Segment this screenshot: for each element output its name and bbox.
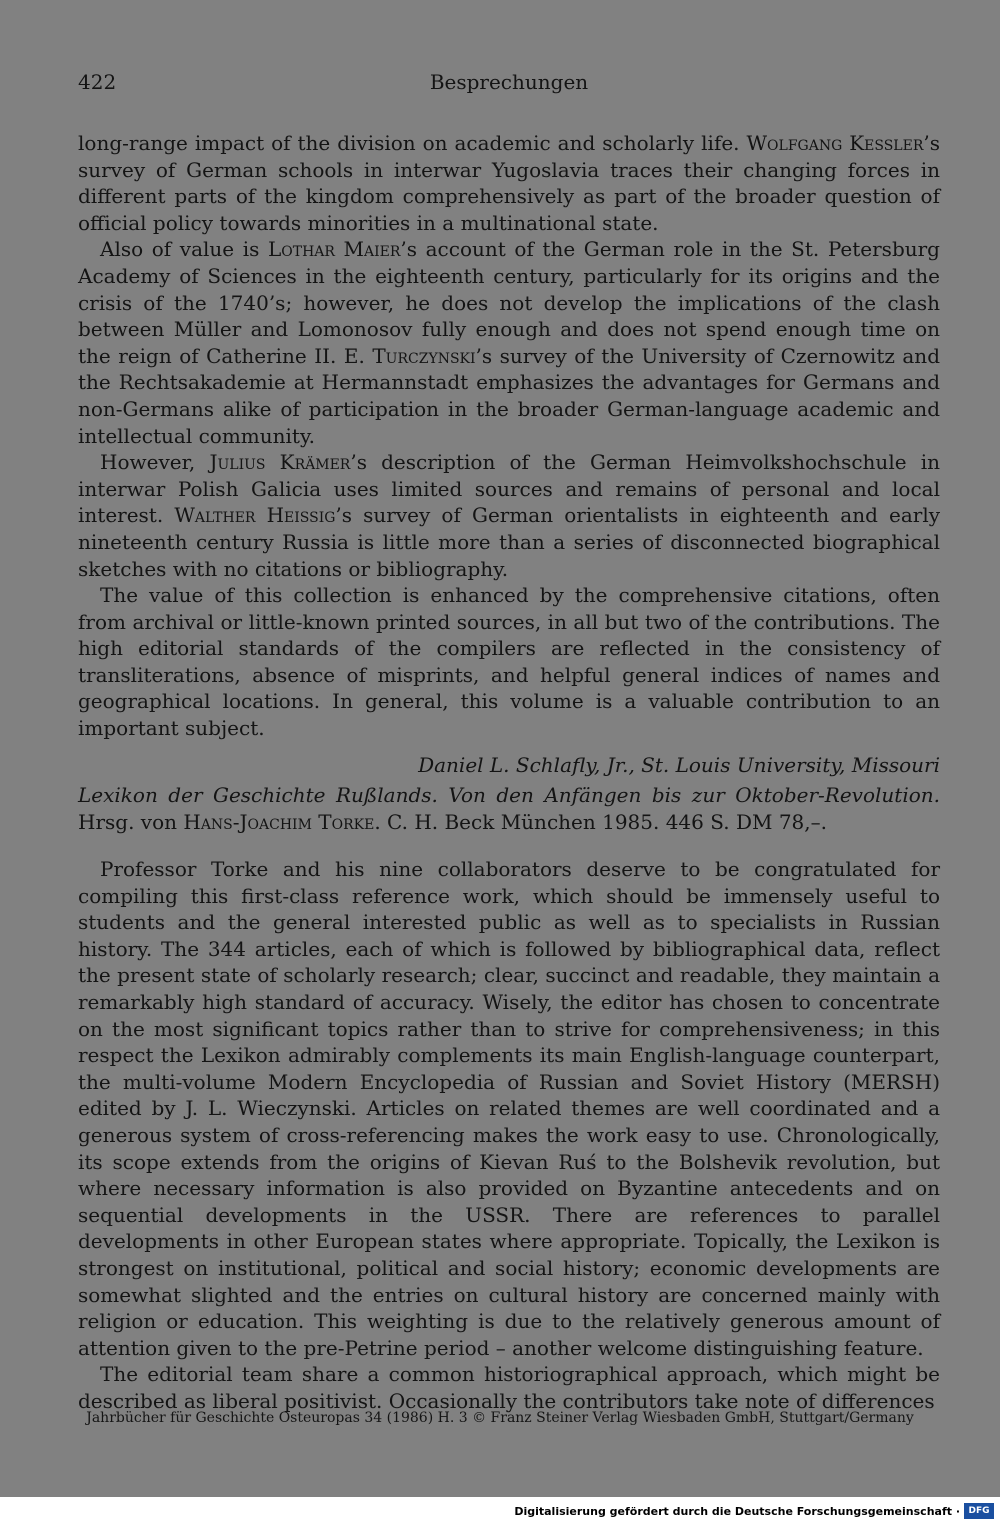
book-citation: Lexikon der Geschichte Rußlands. Von den Anfängen bis zur Oktober-Revolution. Hrsg. von Hans-Joachim Torke. C. H. Beck München 1985. 446 S. DM 78,–. xyxy=(78,783,940,834)
page-number: 422 xyxy=(78,70,117,94)
page-header xyxy=(78,70,940,100)
dfg-logo-icon: DFG xyxy=(964,1503,994,1519)
review2-paragraph-2: The editorial team share a common historiographical approach, which might be described as liberal positivist. Occasionally the contributors take note of differences xyxy=(78,1362,940,1413)
review2-paragraph-1: Professor Torke and his nine collaborators deserve to be congratulated for compiling this first-class reference work, which should be immensely useful to students and the general interested public as well as to specialists in Russian history. The 344 articles, each of which is followed by bibliographical data, reflect the present state of scholarly research; clear, succinct and readable, they maintain a remarkably high standard of accuracy. Wisely, the editor has chosen to concentrate on the most significant topics rather than to strive for comprehensiveness; in this respect the Lexikon admirably complements its main English-language counterpart, the multi-volume Modern Encyclopedia of Russian and Soviet History (MERSH) edited by J. L. Wieczynski. Articles on related themes are well coordinated and a generous system of cross-referencing makes the work easy to use. Chronologically, its scope extends from the origins of Kievan Ruś to the Bolshevik revolution, but where necessary information is also provided on Byzantine antecedents and on sequential developments in the USSR. There are references to parallel developments in other European states where appropriate. Topically, the Lexikon is strongest on institutional, political and social history; economic developments are somewhat slighted and the entries on cultural history are concerned mainly with religion or education. This weighting is due to the relatively generous amount of attention given to the pre-Petrine period – another welcome distinguishing feature. xyxy=(78,857,940,1360)
journal-citation: Jahrbücher für Geschichte Osteuropas 34 (1986) H. 3 © Franz Steiner Verlag Wiesbaden GmbH, Stuttgart/Germany xyxy=(86,1410,914,1426)
review-1 xyxy=(78,130,940,779)
reviewer-signature: Daniel L. Schlafly, Jr., St. Louis University, Missouri xyxy=(418,752,940,777)
review1-paragraph-4: The value of this collection is enhanced by the comprehensive citations, often from archival or little-known printed sources, in all but two of the contributions. The high editorial standards of the compilers are reflected in the consistency of transliterations, absence of misprints, and helpful general indices of names and geographical locations. In general, this volume is a valuable contribution to an important subject. xyxy=(78,583,940,741)
review-2 xyxy=(78,782,940,1414)
review1-paragraph-3: However, Julius Krämer’s description of the German Heimvolkshochschule in interwar Polish Galicia uses limited sources and remains of personal and local interest. Walther Heissig’s survey of German orientalists in eighteenth and early nineteenth century Russia is little more than a series of disconnected biographical sketches with no citations or bibliography. xyxy=(78,450,941,581)
running-title: Besprechungen xyxy=(429,70,589,94)
review1-paragraph-1: long-range impact of the division on academic and scholarly life. Wolfgang Kessler’s survey of German schools in interwar Yugoslavia traces their changing forces in different parts of the kingdom comprehensively as part of the broader question of official policy towards minorities in a multinational state. xyxy=(78,131,940,235)
book-editor: Hans-Joachim Torke xyxy=(183,810,375,834)
review1-paragraph-2: Also of value is Lothar Maier’s account of the German role in the St. Petersburg Academy of Sciences in the eighteenth century, particularly for its origins and the crisis of the 1740’s; however, he does not develop the implications of the clash between Müller and Lomonosov fully enough and does not spend enough time on the reign of Catherine II. E. Turczynski’s survey of the University of Czernowitz and the Rechtsakademie at Hermannstadt emphasizes the advantages for Germans and non-Germans alike of participation in the broader German-language academic and intellectual community. xyxy=(78,237,940,448)
dfg-funding-text: Digitalisierung gefördert durch die Deutsche Forschungsgemeinschaft · xyxy=(514,1505,960,1518)
book-title: Lexikon der Geschichte Rußlands. Von den Anfängen bis zur Oktober-Revolution. xyxy=(78,783,940,807)
dfg-banner xyxy=(0,1497,1000,1527)
